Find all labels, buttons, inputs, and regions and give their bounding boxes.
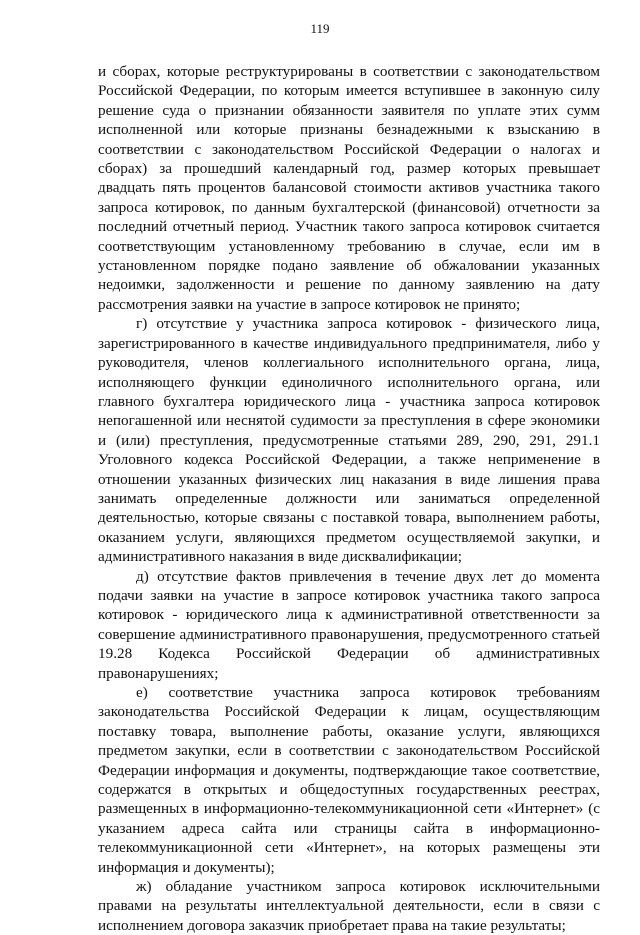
document-body [98,62,600,935]
paragraph-item-e: е) соответствие участника запроса котировок требованиям законодательства Российской Федерации к лицам, осуществляющим поставку товара, выполнение работы, оказание услуги, являющихся предметом закупки, если в соответствии с законодательством Российской Федерации информация и документы, подтверждающие такое соответствие, содержатся в открытых и общедоступных государственных реестрах, размещенных в информационно-телекоммуникационной сети «Интернет» (с указанием адреса сайта или страницы сайта в информационно-телекоммуникационной сети «Интернет», на которых размещены эти информация и документы); [98,684,600,876]
paragraph-item-d: д) отсутствие фактов привлечения в течение двух лет до момента подачи заявки на участие в запросе котировок участника такого запроса котировок - юридического лица к административной ответственности за совершение административного правонарушения, предусмотренного статьей 19.28 Кодекса Российской Федерации об административных правонарушениях; [98,567,600,682]
page-number: 119 [310,21,330,36]
paragraph-continuation: и сборах, которые реструктурированы в соответствии с законодательством Российской Федерации, по которым имеется вступившее в законную силу решение суда о признании обязанности заявителя по уплате этих сумм исполненной или которые признаны безнадежными к взысканию в соответствии с законодательством Российской Федерации о налогах и сборах) за прошедший календарный год, размер которых превышает двадцать пять процентов балансовой стоимости активов участника такого запроса котировок, по данным бухгалтерской (финансовой) отчетности за последний отчетный период. Участник такого запроса котировок считается соответствующим установленному требованию в случае, если им в установленном порядке подано заявление об обжаловании указанных недоимки, задолженности и решение по данному заявлению на дату рассмотрения заявки на участие в запросе котировок не принято; [98,63,600,313]
paragraph-item-zh: ж) обладание участником запроса котировок исключительными правами на результаты интеллектуальной деятельности, если в связи с исполнением договора заказчик приобретает права на такие результаты; [98,878,600,934]
paragraph-item-g: г) отсутствие у участника запроса котировок - физического лица, зарегистрированного в качестве индивидуального предпринимателя, либо у руководителя, членов коллегиального исполнительного органа, лица, исполняющего функции единоличного исполнительного органа, или главного бухгалтера юридического лица - участника запроса котировок непогашенной или неснятой судимости за преступления в сфере экономики и (или) преступления, предусмотренные статьями 289, 290, 291, 291.1 Уголовного кодекса Российской Федерации, а также неприменение в отношении указанных физических лиц наказания в виде лишения права занимать определенные должности или заниматься определенной деятельностью, которые связаны с поставкой товара, выполнением работы, оказанием услуги, являющихся предметом осуществляемой закупки, и административного наказания в виде дисквалификации; [98,315,600,566]
